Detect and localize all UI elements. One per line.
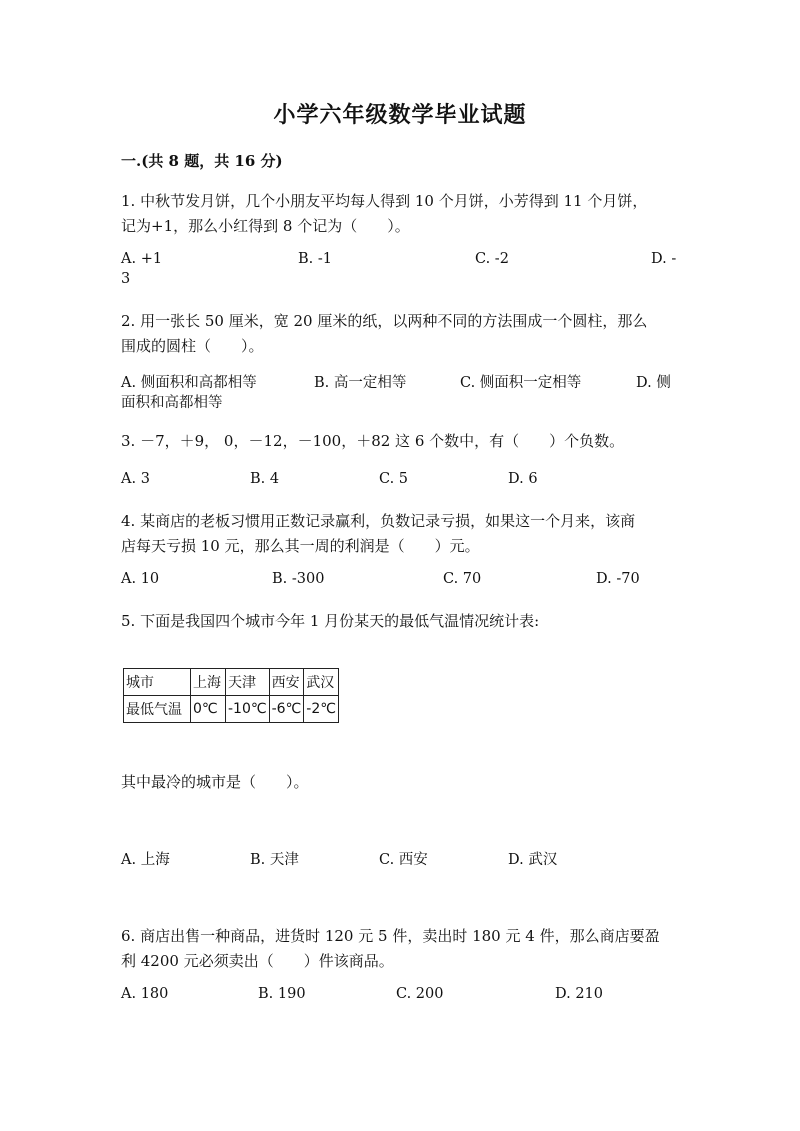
question-6 bbox=[121, 924, 681, 974]
q1-option-b[interactable]: B. -1 bbox=[298, 251, 332, 267]
table-cell: 城市 bbox=[124, 669, 191, 696]
table-cell: 西安 bbox=[269, 669, 304, 696]
question-2-line-1: 2. 用一张长 50 厘米，宽 20 厘米的纸，以两种不同的方法围成一个圆柱，那么 bbox=[121, 312, 648, 330]
table-cell: 最低气温 bbox=[124, 696, 191, 723]
q6-option-c[interactable]: C. 200 bbox=[396, 986, 444, 1002]
question-5-prompt: 其中最冷的城市是（ ）。 bbox=[121, 773, 309, 791]
table-cell: 天津 bbox=[226, 669, 270, 696]
q4-option-b[interactable]: B. -300 bbox=[272, 571, 325, 587]
question-6-line-2: 利 4200 元必须卖出（ ）件该商品。 bbox=[121, 952, 394, 970]
question-5-line-1: 5. 下面是我国四个城市今年 1 月份某天的最低气温情况统计表: bbox=[121, 612, 540, 630]
q3-option-c[interactable]: C. 5 bbox=[379, 471, 409, 487]
question-4 bbox=[121, 509, 681, 559]
q6-option-d[interactable]: D. 210 bbox=[555, 986, 604, 1002]
question-1-line-2: 记为+1，那么小红得到 8 个记为（ ）。 bbox=[121, 217, 410, 235]
q4-option-a[interactable]: A. 10 bbox=[121, 571, 160, 587]
page-title: 小学六年级数学毕业试题 bbox=[273, 102, 527, 128]
question-4-line-2: 店每天亏损 10 元，那么其一周的利润是（ ）元。 bbox=[121, 537, 480, 555]
table-cell: -6℃ bbox=[269, 696, 304, 723]
table-cell: 武汉 bbox=[304, 669, 339, 696]
q3-option-b[interactable]: B. 4 bbox=[250, 471, 280, 487]
q2-option-c[interactable]: C. 侧面积一定相等 bbox=[460, 375, 582, 391]
q1-option-a[interactable]: A. +1 bbox=[121, 251, 163, 267]
question-6-line-1: 6. 商店出售一种商品，进货时 120 元 5 件，卖出时 180 元 4 件，那么商店要盈 bbox=[121, 927, 660, 945]
q3-option-d[interactable]: D. 6 bbox=[508, 471, 538, 487]
q5-option-a[interactable]: A. 上海 bbox=[121, 852, 170, 868]
q1-option-d-continued: 3 bbox=[121, 271, 131, 287]
temperature-table bbox=[123, 668, 339, 723]
question-1-line-1: 1. 中秋节发月饼，几个小朋友平均每人得到 10 个月饼，小芳得到 11 个月饼， bbox=[121, 192, 648, 210]
table-cell: 0℃ bbox=[191, 696, 226, 723]
q4-option-d[interactable]: D. -70 bbox=[596, 571, 640, 587]
question-3-line-1: 3. －7，＋9， 0，－12，－100，＋82 这 6 个数中，有（ ）个负数。 bbox=[121, 432, 625, 450]
question-2-line-2: 围成的圆柱（ ）。 bbox=[121, 337, 264, 355]
q2-option-a[interactable]: A. 侧面积和高都相等 bbox=[121, 375, 257, 391]
q1-option-d[interactable]: D. - bbox=[651, 251, 677, 267]
question-4-line-1: 4. 某商店的老板习惯用正数记录赢利，负数记录亏损，如果这一个月来，该商 bbox=[121, 512, 636, 530]
question-3 bbox=[121, 429, 681, 454]
q1-option-c[interactable]: C. -2 bbox=[475, 251, 509, 267]
q2-option-d[interactable]: D. 侧 bbox=[636, 375, 671, 391]
q6-option-a[interactable]: A. 180 bbox=[121, 986, 169, 1002]
table-cell: 上海 bbox=[191, 669, 226, 696]
question-5 bbox=[121, 609, 681, 634]
q3-option-a[interactable]: A. 3 bbox=[121, 471, 150, 487]
table-cell: -10℃ bbox=[226, 696, 270, 723]
table-row bbox=[124, 696, 339, 723]
table-cell: -2℃ bbox=[304, 696, 339, 723]
q5-option-d[interactable]: D. 武汉 bbox=[508, 852, 558, 868]
section-header: 一.(共 8 题，共 16 分) bbox=[121, 152, 283, 170]
question-2 bbox=[121, 309, 681, 359]
table-header-row bbox=[124, 669, 339, 696]
question-1 bbox=[121, 189, 681, 239]
q5-option-b[interactable]: B. 天津 bbox=[250, 852, 299, 868]
q5-option-c[interactable]: C. 西安 bbox=[379, 852, 428, 868]
q2-option-b[interactable]: B. 高一定相等 bbox=[314, 375, 407, 391]
q4-option-c[interactable]: C. 70 bbox=[443, 571, 482, 587]
q2-option-d-continued: 面积和高都相等 bbox=[121, 395, 223, 411]
q6-option-b[interactable]: B. 190 bbox=[258, 986, 306, 1002]
